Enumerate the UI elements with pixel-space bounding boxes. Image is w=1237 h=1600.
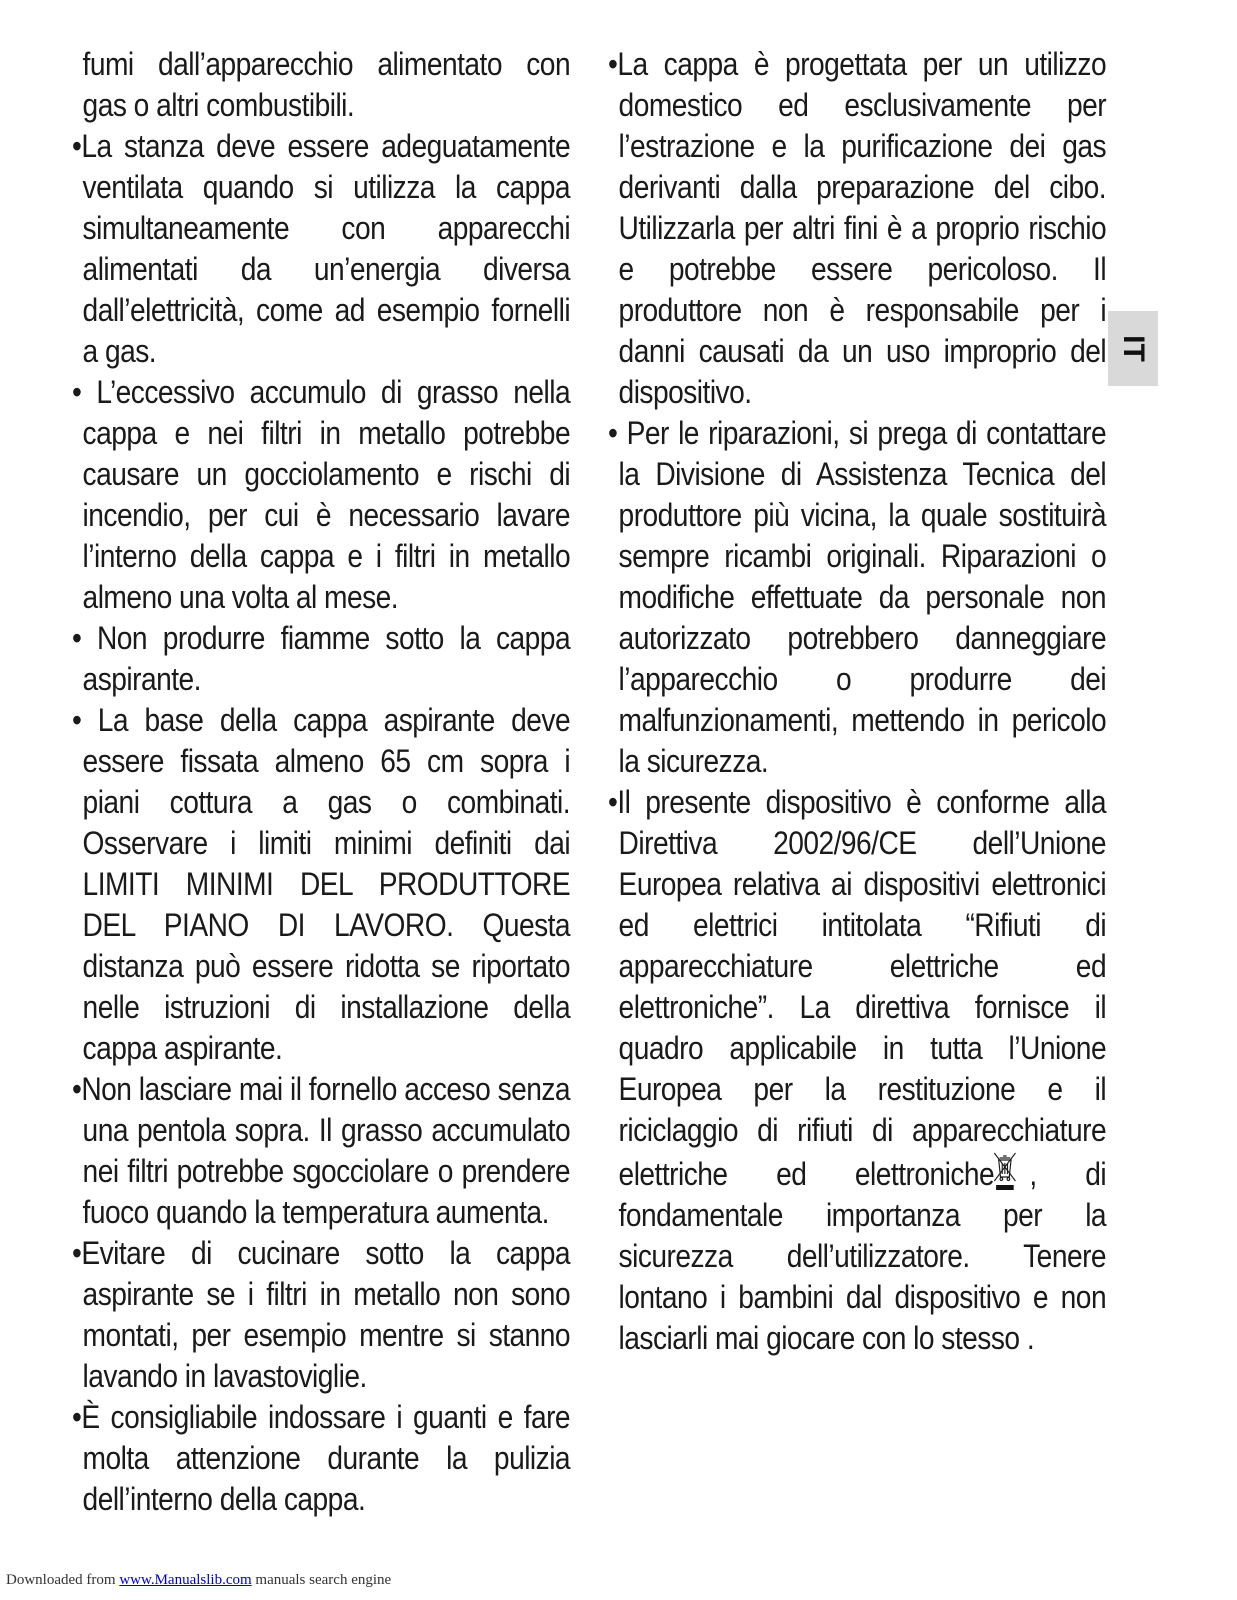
- paragraph-no-flames: • Non produrre fiamme sotto la cappa aspirante.: [72, 620, 571, 697]
- weee-text-before-icon: •Il presente dispositivo è conforme alla Direttiva 2002/96/CE dell’Unione Europea relativa ai dispositivi elettronici ed elettrici intitolata “Rifiuti di apparecchiature elettriche ed elettroniche”. La direttiva fornisce il quadro applicabile in tutta l’Unione Europea per la restituzione e il riciclaggio di rifiuti di apparecchiature elettriche ed elettroniche: [608, 784, 1107, 1192]
- paragraph-filters-not-mounted: •Evitare di cucinare sotto la cappa aspirante se i filtri in metallo non sono montati, per esempio mentre si stanno lavando in lavastoviglie.: [72, 1235, 571, 1394]
- footer-suffix: manuals search engine: [251, 1572, 392, 1588]
- right-column: [608, 44, 1106, 1359]
- paragraph-repairs: • Per le riparazioni, si prega di contattare la Divisione di Assistenza Tecnica del produttore più vicina, la quale sostituirà sempre ricambi originali. Riparazioni o modifiche effettuate da personale non autorizzato potrebbero danneggiare l’apparecchio o produrre dei malfunzionamenti, mettendo in pericolo la sicurezza.: [608, 415, 1107, 779]
- paragraph-room-ventilation: •La stanza deve essere adeguatamente ventilata quando si utilizza la cappa simultaneamente con apparecchi alimentati da un’energia diversa dall’elettricità, come ad esempio fornelli a gas.: [72, 128, 571, 369]
- manualslib-link[interactable]: www.Manualslib.com: [119, 1572, 252, 1588]
- weee-text-after-icon: , di fondamentale importanza per la sicurezza dell’utilizzatore. Tenere lontano i bambini dal dispositivo e non lasciarli mai giocare con lo stesso .: [618, 1156, 1107, 1356]
- paragraph-grease-accumulation: • L’eccessivo accumulo di grasso nella cappa e nei filtri in metallo potrebbe causare un gocciolamento e rischi di incendio, per cui è necessario lavare l’interno della cappa e i filtri in metallo almeno una volta al mese.: [72, 374, 571, 615]
- language-tab-label: IT: [1117, 335, 1150, 362]
- download-footer: [6, 1572, 391, 1589]
- crossed-out-wheelie-bin-icon: [1001, 1151, 1029, 1191]
- footer-prefix: Downloaded from: [6, 1572, 120, 1588]
- paragraph-weee-directive: [608, 782, 1106, 1359]
- paragraph-mounting-height: • La base della cappa aspirante deve essere fissata almeno 65 cm sopra i piani cottura a gas o combinati. Osservare i limiti minimi definiti dai LIMITI MINIMI DEL PRODUTTORE DEL PIANO DI LAVORO. Questa distanza può essere ridotta se riportato nelle istruzioni di installazione della cappa aspirante.: [72, 702, 571, 1066]
- paragraph-domestic-use: •La cappa è progettata per un utilizzo domestico ed esclusivamente per l’estrazione e la purificazione dei gas derivanti dalla preparazione del cibo. Utilizzarla per altri fini è a proprio rischio e potrebbe essere pericoloso. Il produttore non è responsabile per i danni causati da un uso improprio del dispositivo.: [608, 46, 1107, 410]
- paragraph-stove-unattended: •Non lasciare mai il fornello acceso senza una pentola sopra. Il grasso accumulato nei filtri potrebbe sgocciolare o prendere fuoco quando la temperatura aumenta.: [72, 1071, 571, 1230]
- paragraph-wear-gloves: •È consigliabile indossare i guanti e fare molta attenzione durante la pulizia dell’interno della cappa.: [72, 1399, 571, 1517]
- paragraph-gas-fumes-continuation: fumi dall’apparecchio alimentato con gas o altri combustibili.: [82, 46, 571, 123]
- left-column: [72, 44, 570, 1520]
- language-tab: [1108, 311, 1158, 386]
